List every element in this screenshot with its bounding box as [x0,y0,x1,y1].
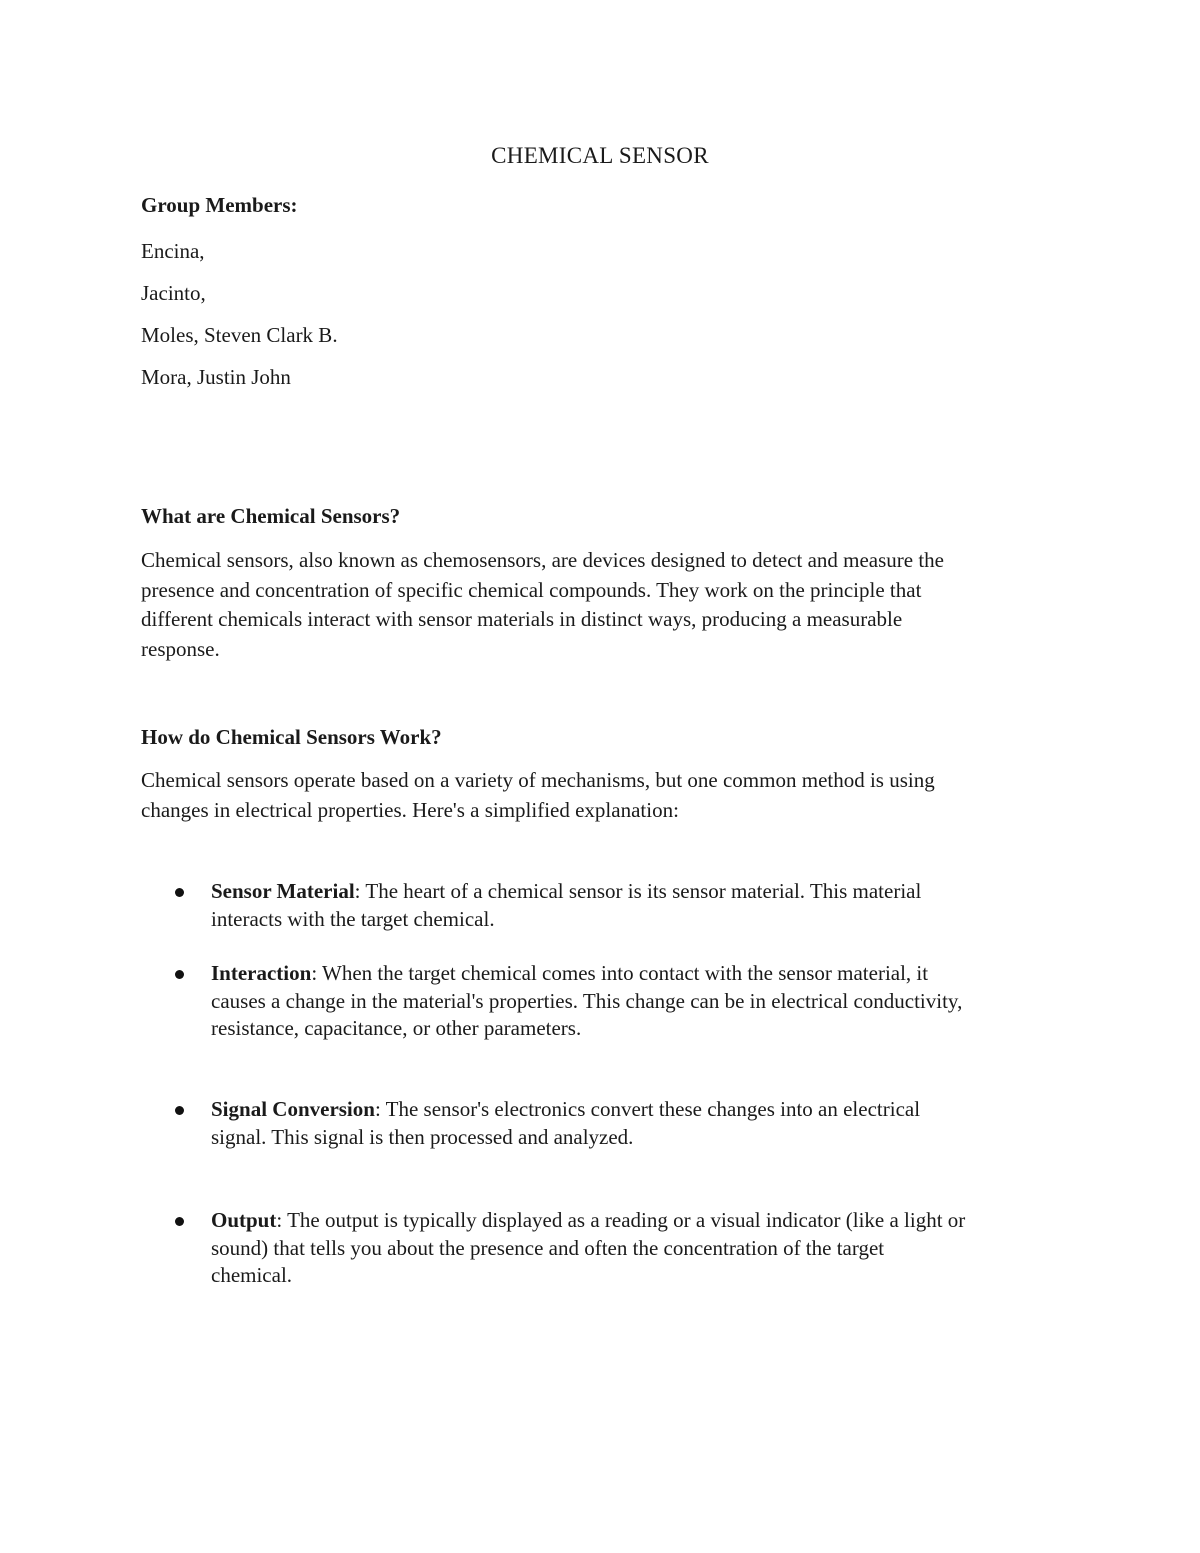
bullet-2-line-1: : When the target chemical comes into contact with the sensor material, it [311,961,929,985]
bullet-2-line-2: causes a change in the material's properties. This change can be in electrical conductivity, [211,988,963,1013]
section1-heading: What are Chemical Sensors? [141,504,401,528]
section2-line-1: Chemical sensors operate based on a variety of mechanisms, but one common method is using [141,768,935,792]
bullet-4-line-2: sound) that tells you about the presence and often the concentration of the target [211,1235,885,1260]
section1-line-1: Chemical sensors, also known as chemosensors, are devices designed to detect and measure the [141,548,945,572]
member-2: Jacinto, [141,281,206,305]
bullet-2-dot-icon [175,970,184,979]
bullet-1-term: Sensor Material [211,879,355,903]
bullet-4-line-1: : The output is typically displayed as a reading or a visual indicator (like a light or [276,1208,966,1232]
bullet-1-line-1: : The heart of a chemical sensor is its sensor material. This material [354,879,922,903]
group-members-label: Group Members: [141,193,298,217]
section2-paragraph [141,766,1071,825]
bullet-1-dot-icon [175,888,184,897]
section1-line-4: response. [141,636,220,661]
bullet-4 [211,1207,1071,1290]
member-3: Moles, Steven Clark B. [141,323,338,347]
bullet-3-term: Signal Conversion [211,1097,375,1121]
member-4: Mora, Justin John [141,365,291,389]
section1-line-3: different chemicals interact with sensor materials in distinct ways, producing a measurable [141,607,903,631]
document-title: CHEMICAL SENSOR [491,143,709,168]
section1-paragraph [141,546,1071,664]
bullet-3-line-1: : The sensor's electronics convert these changes into an electrical [374,1097,921,1121]
bullet-3-line-2: signal. This signal is then processed and analyzed. [211,1124,634,1149]
bullet-2 [211,960,1071,1043]
section1-line-2: presence and concentration of specific chemical compounds. They work on the principle that [141,577,922,602]
bullet-4-dot-icon [175,1217,184,1226]
bullet-2-line-3: resistance, capacitance, or other parameters. [211,1016,582,1040]
bullet-2-term: Interaction [211,961,312,985]
bullet-1 [211,878,1071,933]
member-1: Encina, [141,239,205,263]
bullet-4-line-3: chemical. [211,1263,293,1287]
bullet-4-term: Output [211,1208,277,1232]
section2-line-2: changes in electrical properties. Here's a simplified explanation: [141,797,679,822]
section2-heading: How do Chemical Sensors Work? [141,725,442,749]
bullet-3 [211,1096,1071,1151]
bullet-1-line-2: interacts with the target chemical. [211,906,495,931]
bullet-3-dot-icon [175,1106,184,1115]
